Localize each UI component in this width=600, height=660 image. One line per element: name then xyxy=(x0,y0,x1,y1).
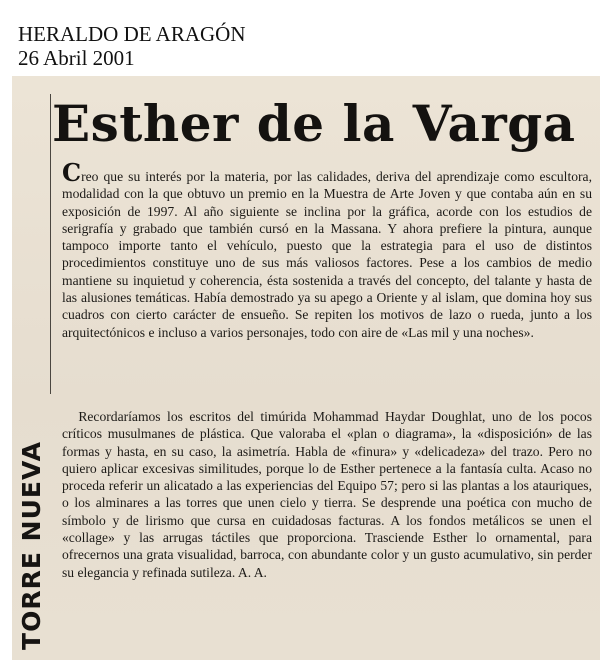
newspaper-clipping xyxy=(12,76,600,660)
article-paragraph-2 xyxy=(62,406,592,581)
drop-cap: C xyxy=(62,158,82,187)
section-label-vertical xyxy=(12,430,50,660)
article-title: Esther de la Varga xyxy=(52,94,576,153)
paragraph-1-text: reo que su interés por la materia, por las calidades, deriva del aprendizaje como escultora, modalidad con la que obtuvo un premio en la Muestra de Arte Joven y que contaba aún en su exposición de 1997. Al año siguiente se inclina por la gráfica, acorde con los estudios de serigrafía y grabado que también cursó en la Massana. Y ahora prefiere la pintura, aunque tampoco importe tanto el vehículo, puesto que la estrategia para el uso de distintos procedimientos constituye uno de sus más valiosos factores. Pese a los cambios de medio mantiene su inquietud y coherencia, ésta sostenida a través del concepto, del talante y hasta de las alusiones temáticas. Había demostrado ya su apego a Oriente y al islam, que domina hoy sus cuadros con cierto carácter de ensueño. Se repiten los motivos de lazo o rueda, junto a los arquitectónicos e incluso a varios personajes, todo con aire de «Las mil y una noches». xyxy=(62,169,592,340)
article-paragraph-1 xyxy=(62,158,592,341)
section-label: TORRE NUEVA xyxy=(16,440,46,650)
newspaper-header xyxy=(18,22,246,70)
newspaper-name: HERALDO DE ARAGÓN xyxy=(18,22,246,46)
column-rule xyxy=(50,94,51,394)
paragraph-2-text: Recordaríamos los escritos del timúrida Mohammad Haydar Doughlat, uno de los pocos críticos musulmanes de plástica. Que valoraba el «plan o diagrama», la «disposición» de las formas y hasta, en su caso, la asimetría. Habla de «finura» y «delicadeza» del trazo. Pero no quiero aplicar excesivas similitudes, porque lo de Esther pertenece a la fantasía culta. Acaso no proceda referir un alicatado a las experiencias del Equipo 57; pero si las plantas a los atauriques, o los alminares a las torres que unen cielo y tierra. Se desprende una poética con mucho de símbolo y de lirismo que cursa en cuidadosas facturas. A los fondos metálicos se unen el «collage» y las arrugas táctiles que proporciona. Trasciende Esther lo ornamental, para ofrecernos una grata visualidad, barroca, con abundante color y un gusto acumulativo, sin perder su elegancia y refinada sutileza. A. A. xyxy=(62,409,592,580)
publication-date: 26 Abril 2001 xyxy=(18,46,135,70)
